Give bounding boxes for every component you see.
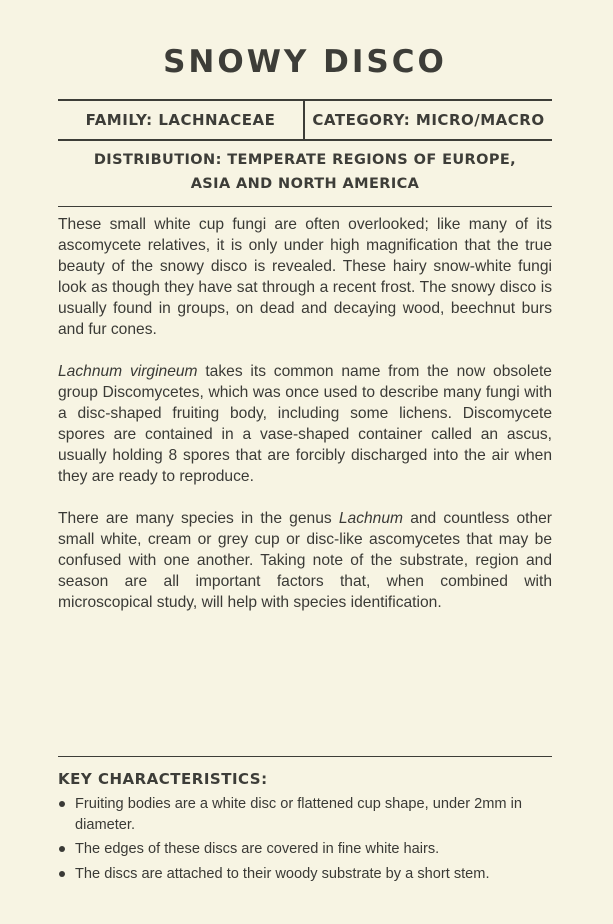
family-label: FAMILY: LACHNACEAE <box>58 101 305 139</box>
key-divider <box>58 756 552 757</box>
fungi-page <box>58 0 552 924</box>
classification-box <box>58 99 552 141</box>
distribution-line-1: DISTRIBUTION: TEMPERATE REGIONS OF EUROPE, <box>93 152 517 168</box>
paragraph-3-text: and countless other small white, cream or grey cup or disc-like ascomycetes that may be confused with one another. Taking note of the substrate, region and season are all important factors that, when combined with microscopical study, will help with species identification. <box>58 510 553 611</box>
page-title: SNOWY DISCO <box>163 44 447 80</box>
key-item-text: The edges of these discs are covered in fine white hairs. <box>75 841 440 857</box>
paragraph-3-start: There are many species in the genus <box>58 510 339 527</box>
distribution-block <box>58 148 552 207</box>
genus-name: Lachnum <box>338 510 404 527</box>
list-item <box>58 864 552 885</box>
key-item-text: Fruiting bodies are a white disc or flattened cup shape, under 2mm in diameter. <box>75 796 522 833</box>
key-characteristics-heading: KEY CHARACTERISTICS: <box>58 770 268 788</box>
list-item <box>58 794 552 835</box>
distribution-line-2: ASIA AND NORTH AMERICA <box>190 176 420 192</box>
bullet-icon <box>59 846 65 852</box>
key-characteristics-list <box>58 794 552 888</box>
bullet-icon <box>59 871 65 877</box>
paragraph-3 <box>58 508 552 613</box>
description-text <box>58 214 552 634</box>
scientific-name: Lachnum virgineum <box>58 363 198 380</box>
bullet-icon <box>59 801 65 807</box>
paragraph-2-text: takes its common name from the now obsolete group Discomycetes, which was once used to describe many fungi with a disc-shaped fruiting body, including some lichens. Discomycete spores are contained in a vase-shaped container called an ascus, usually holding 8 spores that are forcibly discharged into the air when they are ready to reproduce. <box>58 363 552 485</box>
paragraph-1: These small white cup fungi are often overlooked; like many of its ascomycete relatives, it is only under high magnification that the true beauty of the snowy disco is revealed. These hairy snow-white fungi look as though they have sat through a recent frost. The snowy disco is usually found in groups, on dead and decaying wood, beechnut burs and fur cones. <box>58 216 552 338</box>
category-label: CATEGORY: MICRO/MACRO <box>312 111 545 129</box>
paragraph-2 <box>58 361 552 487</box>
list-item <box>58 839 552 860</box>
key-item-text: The discs are attached to their woody substrate by a short stem. <box>75 865 490 882</box>
